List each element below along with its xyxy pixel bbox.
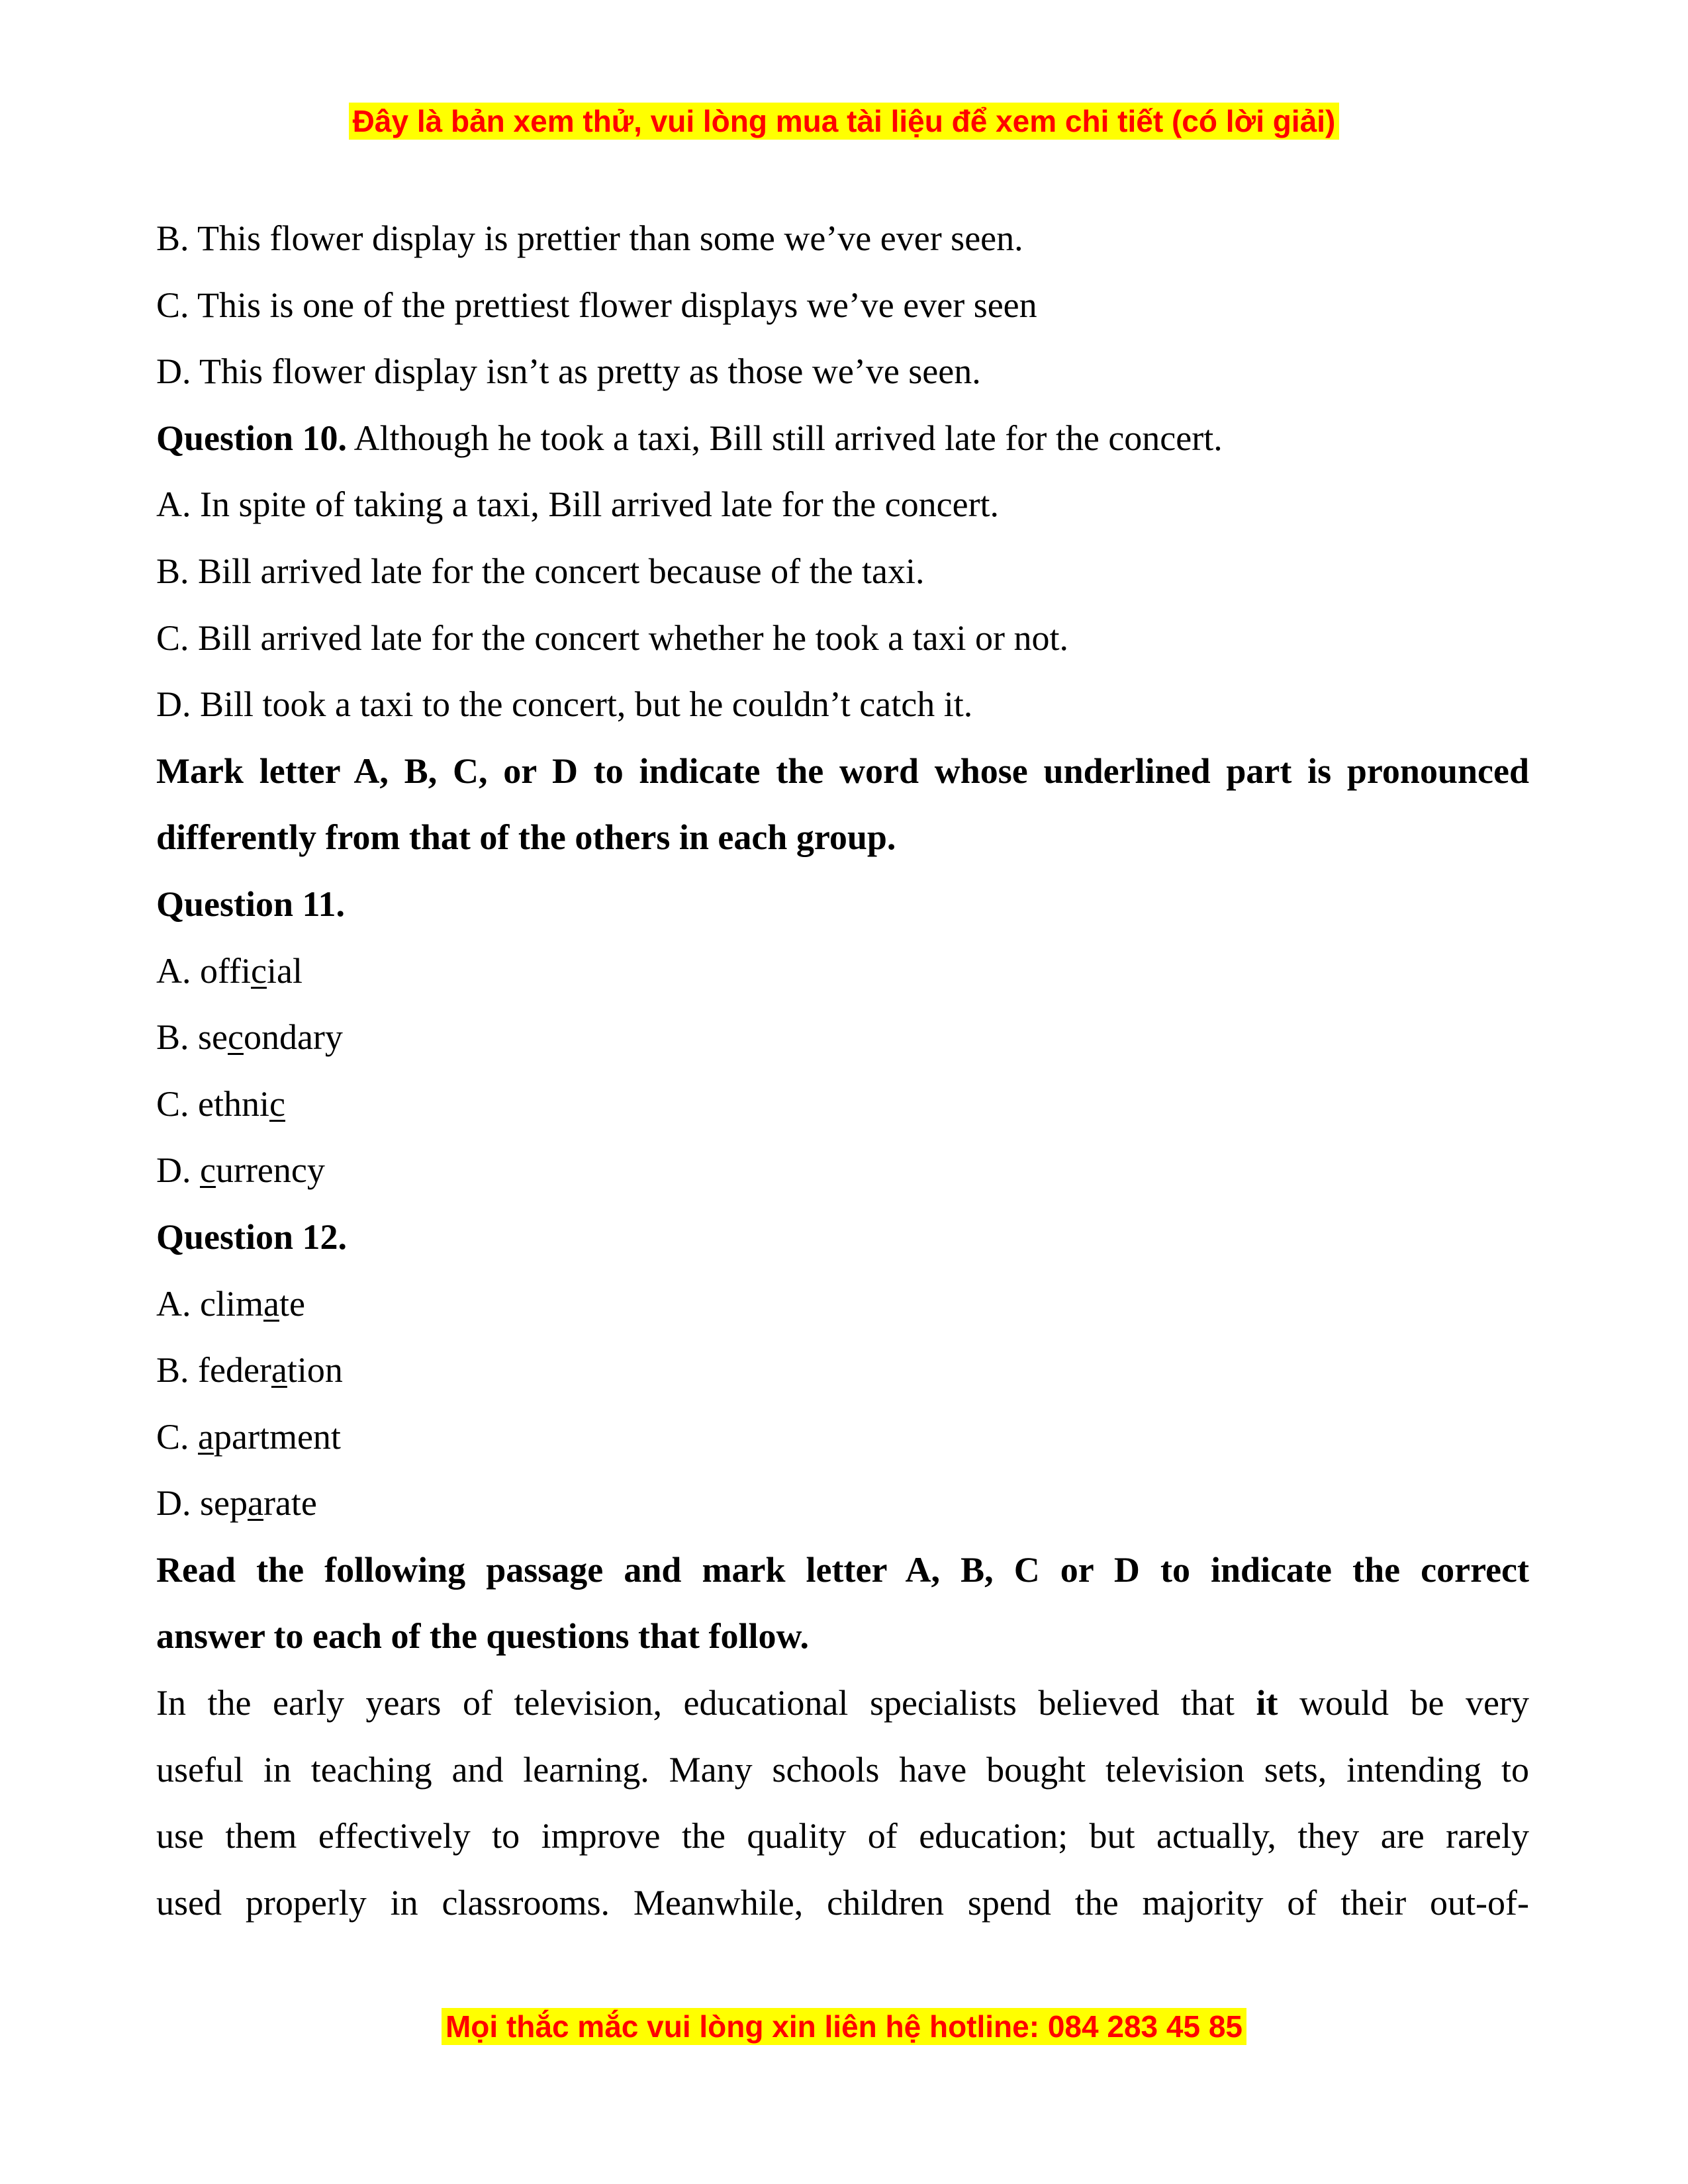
underlined-part: a (271, 1350, 287, 1390)
underlined-part: a (263, 1283, 279, 1324)
underlined-part: c (200, 1150, 216, 1191)
q12-option-d (156, 1470, 1529, 1537)
preview-notice-banner (0, 101, 1688, 141)
q11-option-a (156, 938, 1529, 1005)
option-text: B. feder (156, 1350, 271, 1390)
q9-option-b: B. This flower display is prettier than some we’ve ever seen. (156, 218, 1023, 258)
option-text: A. clim (156, 1283, 263, 1324)
option-text: partment (214, 1416, 341, 1457)
option-text: A. offi (156, 950, 251, 991)
underlined-part: c (228, 1017, 244, 1058)
q10-label: Question 10. (156, 418, 348, 458)
underlined-part: c (251, 950, 267, 991)
q10-option-c: C. Bill arrived late for the concert whether he took a taxi or not. (156, 617, 1069, 658)
option-text: urrency (215, 1150, 325, 1191)
q9-option-d: D. This flower display isn’t as pretty as those we’ve seen. (156, 351, 981, 392)
option-text: B. se (156, 1017, 228, 1058)
q10-option-a: A. In spite of taking a taxi, Bill arrived late for the concert. (156, 484, 1000, 525)
passage-line-1 (156, 1670, 1529, 1737)
option-text: D. sep (156, 1483, 248, 1524)
passage-line-3: use them effectively to improve the quality of education; but actually, they are rarely (156, 1816, 1529, 1856)
passage-bold-word: it (1256, 1683, 1278, 1723)
pronunciation-instruction-line-2: differently from that of the others in each group. (156, 817, 896, 858)
hotline-footer-banner (0, 2007, 1688, 2046)
document-body (156, 205, 1529, 1936)
q10-stem (156, 405, 1529, 472)
q11-label: Question 11. (156, 884, 346, 924)
q12-option-c (156, 1404, 1529, 1471)
q10-option-b: B. Bill arrived late for the concert because of the taxi. (156, 551, 925, 591)
passage-text: would be very (1278, 1683, 1529, 1723)
option-text: ial (266, 950, 303, 991)
preview-notice-text: Đây là bản xem thử, vui lòng mua tài liệu để xem chi tiết (có lời giải) (349, 103, 1340, 140)
option-text: te (279, 1283, 305, 1324)
option-text: ondary (243, 1017, 343, 1058)
q10-text: Although he took a taxi, Bill still arrived late for the concert. (347, 418, 1223, 458)
passage-text: In the early years of television, educational specialists believed that (156, 1683, 1256, 1723)
reading-instruction-line-2: answer to each of the questions that follow. (156, 1616, 810, 1657)
reading-instruction-line-1: Read the following passage and mark letter A, B, C or D to indicate the correct (156, 1549, 1529, 1590)
q12-label: Question 12. (156, 1216, 348, 1257)
option-text: C. (156, 1416, 199, 1457)
q12-option-a (156, 1271, 1529, 1338)
q12-option-b (156, 1337, 1529, 1404)
passage-line-2: useful in teaching and learning. Many schools have bought television sets, intending to (156, 1749, 1529, 1790)
option-text: C. ethni (156, 1083, 269, 1124)
underlined-part: c (269, 1083, 285, 1124)
option-text: D. (156, 1150, 200, 1191)
pronunciation-instruction-line-1: Mark letter A, B, C, or D to indicate the word whose underlined part is pronounced (156, 751, 1529, 791)
q10-option-d: D. Bill took a taxi to the concert, but he couldn’t catch it. (156, 684, 973, 725)
hotline-text: Mọi thắc mắc vui lòng xin liên hệ hotline: 084 283 45 85 (442, 2008, 1246, 2045)
option-text: rate (263, 1483, 317, 1524)
q9-option-c: C. This is one of the prettiest flower displays we’ve ever seen (156, 285, 1037, 325)
passage-line-4: used properly in classrooms. Meanwhile, children spend the majority of their out-of- (156, 1882, 1529, 1923)
option-text: tion (287, 1350, 343, 1390)
underlined-part: a (198, 1416, 214, 1457)
underlined-part: a (247, 1483, 263, 1524)
q11-option-c (156, 1071, 1529, 1138)
q11-option-d (156, 1137, 1529, 1204)
q11-option-b (156, 1004, 1529, 1071)
